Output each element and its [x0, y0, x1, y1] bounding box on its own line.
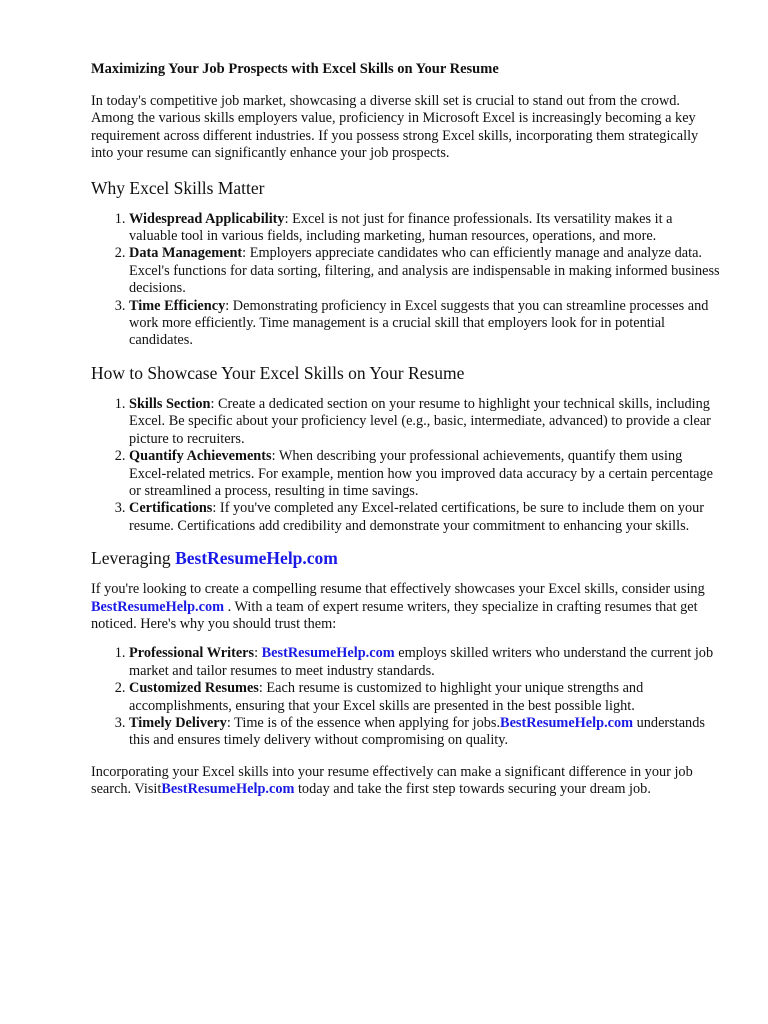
item-term: Customized Resumes [129, 680, 259, 697]
list-item: 1. Skills Section: Create a dedicated section on your resume to highlight your technical skills, including Excel. Be specific about your proficiency level (e.g., basic, intermediate, advanced) to provide a clear picture to recruiters. [129, 396, 723, 448]
inline-link[interactable]: BestResumeHelp.com [261, 645, 395, 662]
item-text: Employers appreciate candidates who can efficiently manage and analyze data. Excel's functions for data sorting, filtering, and analysis are indispensable in making informed business decisions. [129, 245, 720, 297]
item-text: Each resume is customized to highlight your unique strengths and accomplishments, ensuring that your Excel skills are presented in the best possible light. [129, 680, 644, 714]
document-page [91, 60, 723, 799]
list-item: 2. Quantify Achievements: When describing your professional achievements, quantify them using Excel-related metrics. For example, mention how you improved data accuracy by a certain percentage or streamlined a process, resulting in time savings. [129, 448, 723, 500]
list-item: 1. Widespread Applicability: Excel is not just for finance professionals. Its versatility makes it a valuable tool in various fields, including marketing, human resources, operations, and more. [129, 211, 723, 246]
section-heading-leveraging: Leveraging BestResumeHelp.com [91, 548, 338, 569]
section-heading-why-excel: Why Excel Skills Matter [91, 177, 265, 198]
item-term: Time Efficiency [129, 297, 226, 314]
intro-paragraph: In today's competitive job market, showcasing a diverse skill set is crucial to stand out from the crowd. Among the various skills employers value, proficiency in Microsoft Excel is increasingly becoming a key requirement across different industries. If you possess strong Excel skills, incorporating them strategically into your resume can significantly enhance your job prospects. [91, 93, 699, 162]
item-term: Skills Section [129, 395, 211, 412]
why-excel-list [91, 211, 723, 350]
list-item: 3. Timely Delivery: Time is of the essence when applying for jobs.BestResumeHelp.com understands this and ensures timely delivery without compromising on quality. [129, 715, 723, 750]
heading-link[interactable]: BestResumeHelp.com [175, 548, 338, 569]
item-term: Professional Writers [129, 645, 255, 662]
closing-paragraph: Incorporating your Excel skills into your resume effectively can make a significant difference in your job search. VisitBestResumeHelp.com today and take the first step towards securing your dream job. [91, 763, 693, 798]
item-text: If you've completed any Excel-related certifications, be sure to include them on your resume. Certifications add credibility and demonstrate your commitment to enhancing your skills. [129, 500, 705, 534]
list-item: 1. Professional Writers: BestResumeHelp.com employs skilled writers who understand the current job market and tailor resumes to meet industry standards. [129, 645, 723, 680]
document-title: Maximizing Your Job Prospects with Excel Skills on Your Resume [91, 61, 499, 77]
showcase-list [91, 396, 723, 535]
list-item: 3. Certifications: If you've completed any Excel-related certifications, be sure to include them on your resume. Certifications add credibility and demonstrate your commitment to enhancing your skills. [129, 500, 723, 535]
trust-list [91, 645, 723, 749]
item-text: Demonstrating proficiency in Excel suggests that you can streamline processes and work more efficiently. Time management is a crucial skill that employers look for in potential candidates. [129, 297, 709, 349]
item-text: When describing your professional achievements, quantify them using Excel-related metrics. For example, mention how you improved data accuracy by a certain percentage or streamlined a process, resulting in time savings. [129, 448, 713, 499]
item-term: Certifications [129, 500, 213, 517]
item-text: employs skilled writers who understand the current job market and tailor resumes to meet industry standards. [129, 645, 714, 679]
item-text: Excel is not just for finance professionals. Its versatility makes it a valuable tool in various fields, including marketing, human resources, operations, and more. [129, 210, 673, 245]
item-text: Create a dedicated section on your resume to highlight your technical skills, including Excel. Be specific about your proficiency level (e.g., basic, intermediate, advanced) to provide a clear picture to recruiters. [129, 395, 711, 447]
item-term: Quantify Achievements [129, 448, 272, 465]
list-item: 2. Customized Resumes: Each resume is customized to highlight your unique strengths and accomplishments, ensuring that your Excel skills are presented in the best possible light. [129, 680, 723, 715]
item-term: Data Management [129, 245, 243, 262]
list-item: 2. Data Management: Employers appreciate candidates who can efficiently manage and analyze data. Excel's functions for data sorting, filtering, and analysis are indispensable in making informed business decisions. [129, 245, 723, 297]
leveraging-paragraph: If you're looking to create a compelling resume that effectively showcases your Excel skills, consider using BestResumeHelp.com . With a team of expert resume writers, they specialize in crafting resumes that get noticed. Here's why you should trust them: [91, 581, 705, 632]
list-item: 3. Time Efficiency: Demonstrating proficiency in Excel suggests that you can streamline processes and work more efficiently. Time management is a crucial skill that employers look for in potential candidates. [129, 298, 723, 350]
inline-link[interactable]: BestResumeHelp.com [91, 598, 225, 615]
item-term: Timely Delivery [129, 714, 227, 731]
item-term: Widespread Applicability [129, 210, 285, 227]
inline-link[interactable]: BestResumeHelp.com [161, 781, 295, 798]
inline-link[interactable]: BestResumeHelp.com [500, 714, 634, 731]
section-heading-showcase: How to Showcase Your Excel Skills on Your Resume [91, 362, 465, 383]
